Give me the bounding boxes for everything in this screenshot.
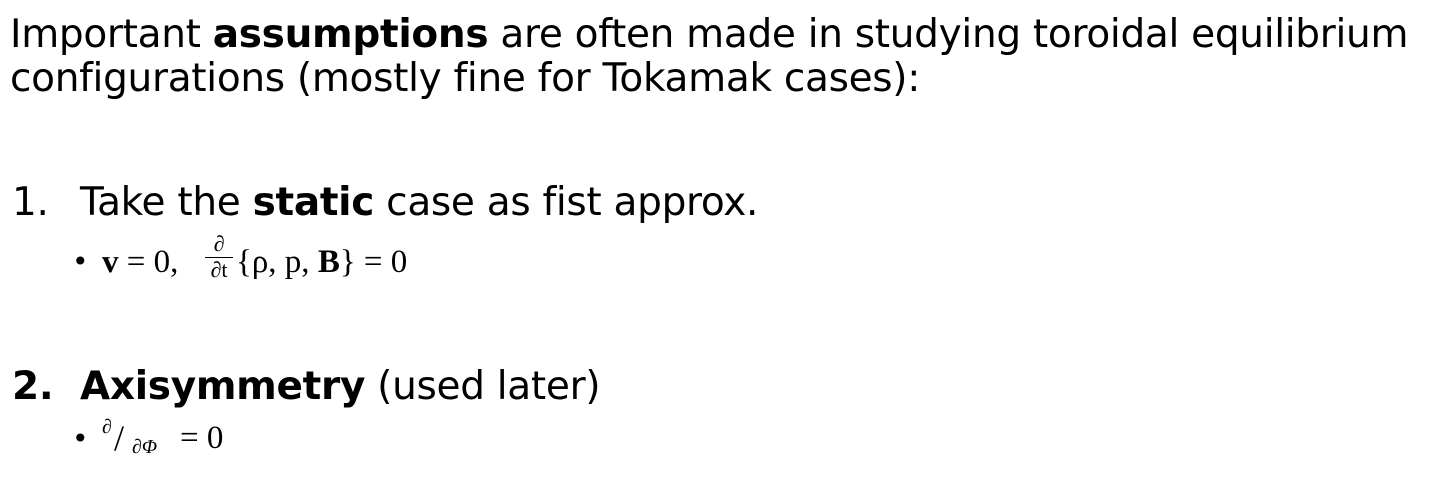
intro-text-after: are often made in studying toroidal equilibrium configurations (mostly fine for Tokamak cases): [10,12,1409,101]
fraction-denominator: ∂t [210,257,228,282]
bullet-icon: • [72,422,89,455]
list-item-1-number: 1. [12,180,49,225]
time-derivative-fraction [205,232,233,282]
list-item-2-text-after: (used later) [365,364,601,409]
velocity-equals-zero: = 0, [118,244,179,280]
magnetic-field-symbol: B [317,244,340,280]
list-item-2-number: 2. [12,364,54,409]
set-close: } = 0 [339,244,408,280]
partial-numerator: ∂ [102,416,112,438]
bullet-icon: • [72,245,89,278]
list-item-1-heading [12,181,758,225]
partial-denominator: ∂Φ [132,436,158,458]
set-open: {ρ, p, [236,244,318,280]
list-item-2-bold-axisymmetry: Axisymmetry [80,364,366,409]
equals-zero: = 0 [180,420,224,456]
intro-paragraph [10,13,1430,101]
equation-static-velocity [102,244,178,280]
intro-bold-assumptions: assumptions [212,12,489,57]
list-item-1-text-before: Take the [80,180,253,225]
list-item-1-bold-static: static [252,180,375,225]
intro-text-before: Important [10,12,213,57]
list-item-2-heading [12,365,600,409]
fraction-numerator: ∂ [213,231,225,256]
list-item-1-text-after: case as fist approx. [374,180,759,225]
velocity-symbol: v [102,244,119,280]
fraction-slash: / [114,418,125,458]
equation-static-set [236,244,407,280]
